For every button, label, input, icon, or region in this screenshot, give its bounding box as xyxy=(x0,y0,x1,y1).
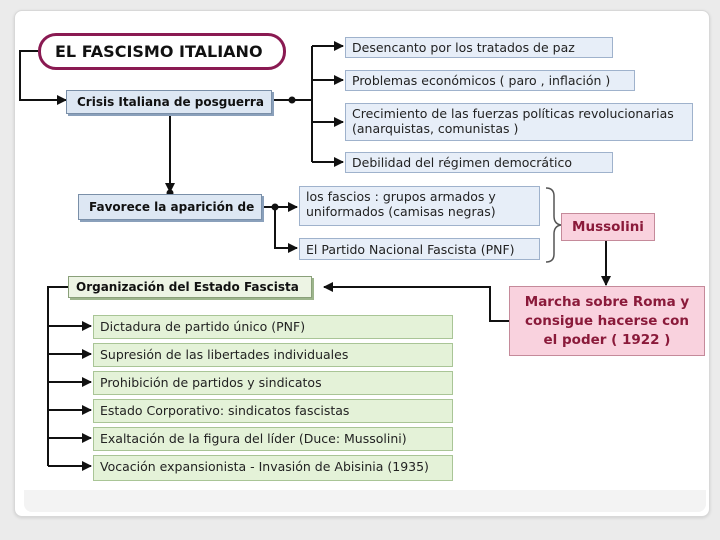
marcha-line: consigue hacerse con xyxy=(525,313,689,329)
mussolini-box: Mussolini xyxy=(561,213,655,241)
organizacion-item: Supresión de las libertades individuales xyxy=(93,343,453,367)
organizacion-heading: Organización del Estado Fascista xyxy=(68,276,312,298)
connector-org-vertical xyxy=(48,287,68,466)
organizacion-item: Estado Corporativo: sindicatos fascistas xyxy=(93,399,453,423)
fascios-line: los fascios : grupos armados y xyxy=(306,189,496,204)
cause-line: Crecimiento de las fuerzas políticas revolucionarias xyxy=(352,106,674,121)
crisis-heading: Crisis Italiana de posguerra xyxy=(66,90,272,114)
cause-line: (anarquistas, comunistas ) xyxy=(352,121,519,136)
marcha-line: el poder ( 1922 ) xyxy=(543,332,671,348)
cause-box: Desencanto por los tratados de paz xyxy=(345,37,613,58)
cause-box: Problemas económicos ( paro , inflación ) xyxy=(345,70,635,91)
pnf-box: El Partido Nacional Fascista (PNF) xyxy=(299,238,540,260)
organizacion-item: Exaltación de la figura del líder (Duce: Mussolini) xyxy=(93,427,453,451)
fascios-box xyxy=(299,186,540,226)
cause-box: Debilidad del régimen democrático xyxy=(345,152,613,173)
marcha-line: Marcha sobre Roma y xyxy=(524,294,690,310)
organizacion-item: Vocación expansionista - Invasión de Abisinia (1935) xyxy=(93,455,453,481)
diagram-title: EL FASCISMO ITALIANO xyxy=(38,33,286,70)
grouping-bracket xyxy=(546,188,561,262)
marcha-box xyxy=(509,286,705,356)
organizacion-item: Dictadura de partido único (PNF) xyxy=(93,315,453,339)
favorece-heading: Favorece la aparición de xyxy=(78,194,262,220)
organizacion-item: Prohibición de partidos y sindicatos xyxy=(93,371,453,395)
cause-box xyxy=(345,103,693,141)
fascios-line: uniformados (camisas negras) xyxy=(306,204,496,219)
